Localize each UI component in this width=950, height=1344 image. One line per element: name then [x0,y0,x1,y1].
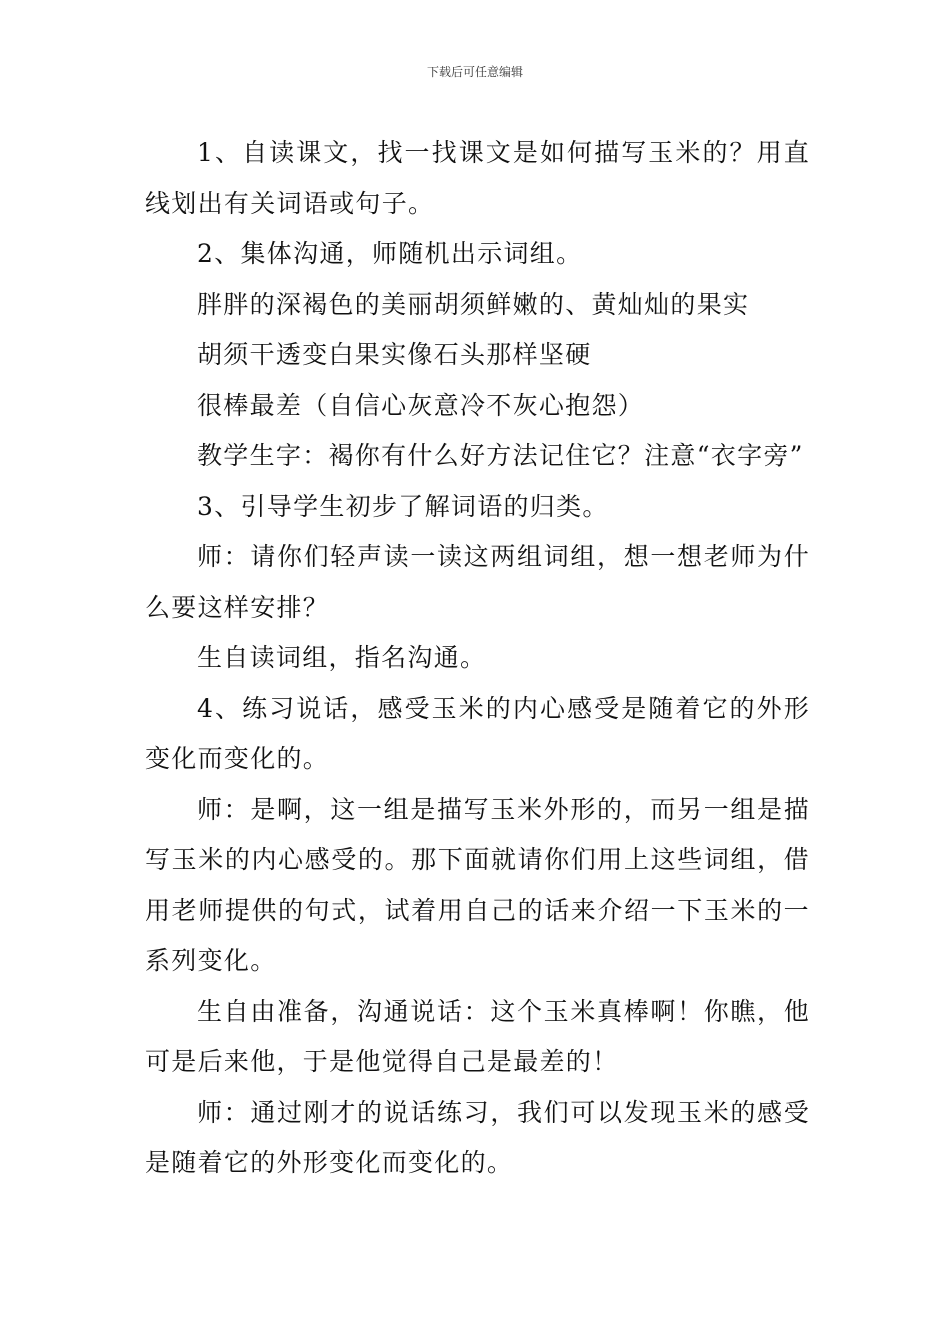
page-header: 下载后可任意编辑 [426,65,523,79]
paragraph-10: 4、练习说话，感受玉米的内心感受是随着它的外形变化而变化的。 [145,693,810,773]
paragraph-3: 胖胖的深褐色的美丽胡须鲜嫩的、黄灿灿的果实 [197,289,750,319]
paragraph-6: 教学生字：褐你有什么好方法记住它？注意“衣字旁” [197,441,804,470]
document-body [145,128,810,1189]
paragraph-1: 1、自读课文，找一找课文是如何描写玉米的？用直线划出有关词语或句子。 [145,138,810,218]
paragraph-4: 胡须干透变白果实像石头那样坚硬 [197,340,592,369]
paragraph-11: 师：是啊，这一组是描写玉米外形的，而另一组是描写玉米的内心感受的。那下面就请你们用上这些词组，借用老师提供的句式，试着用自己的话来介绍一下玉米的一系列变化。 [145,794,810,975]
paragraph-13: 师：通过刚才的说话练习，我们可以发现玉米的感受是随着它的外形变化而变化的。 [145,1097,810,1177]
paragraph-7: 3、引导学生初步了解词语的归类。 [197,491,609,521]
paragraph-2: 2、集体沟通，师随机出示词组。 [197,239,583,268]
paragraph-9: 生自读词组，指名沟通。 [197,643,487,672]
paragraph-8: 师：请你们轻声读一读这两组词组，想一想老师为什么要这样安排？ [145,542,810,622]
paragraph-12: 生自由准备，沟通说话：这个玉米真棒啊！你瞧，他可是后来他，于是他觉得自己是最差的！ [145,996,810,1076]
paragraph-5: 很棒最差（自信心灰意冷不灰心抱怨） [197,390,645,420]
